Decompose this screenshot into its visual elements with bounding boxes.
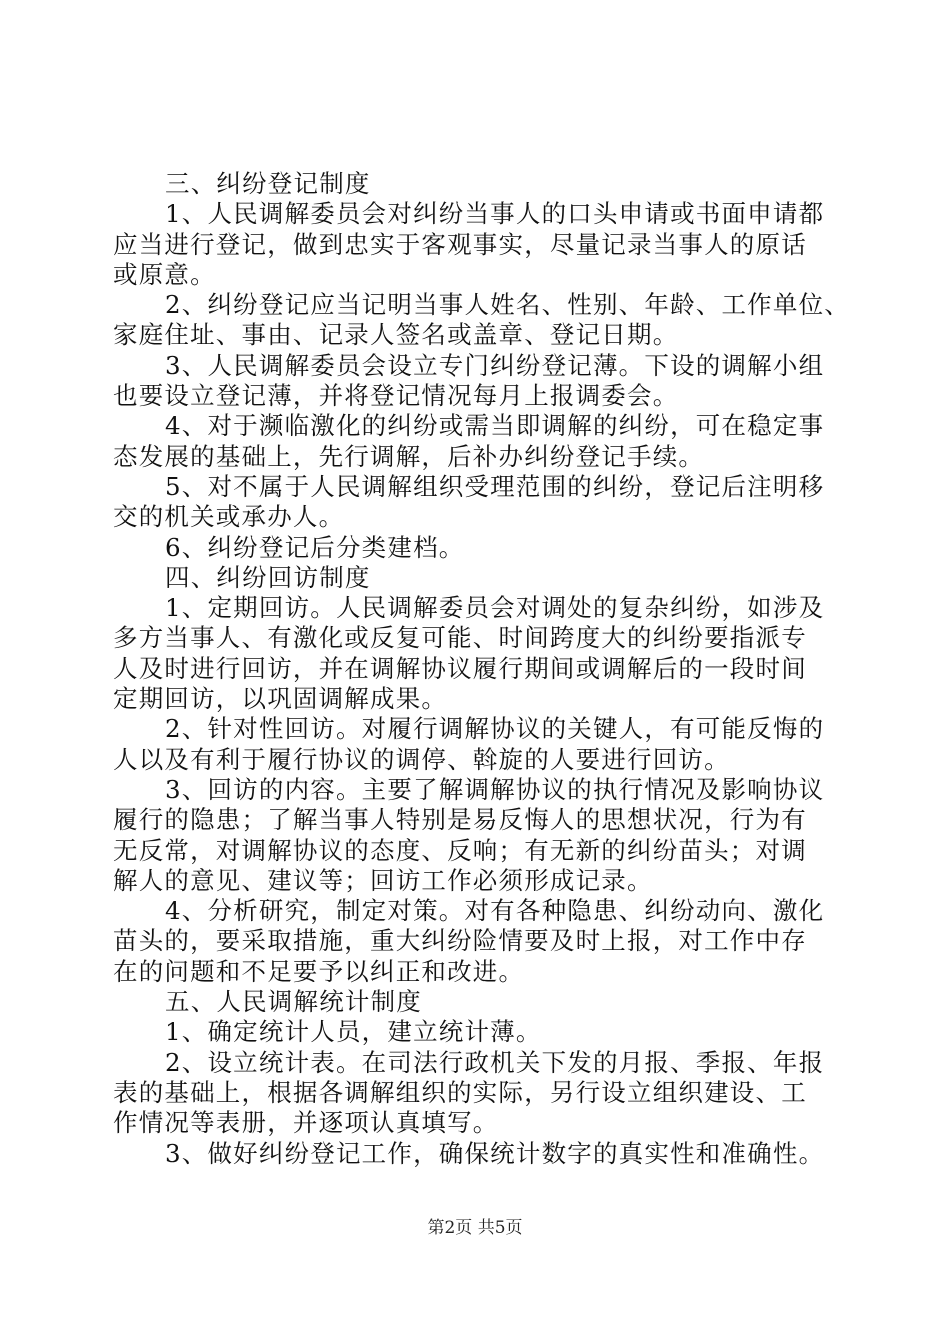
text-line: 五、人民调解统计制度 (165, 987, 422, 1017)
text-line: 在的问题和不足要予以纠正和改进。 (113, 956, 525, 986)
text-line: 三、纠纷登记制度 (165, 169, 371, 198)
text-line: 交的机关或承办人。 (113, 502, 345, 532)
text-line: 无反常，对调解协议的态度、反响；有无新的纠纷苗头；对调 (113, 835, 807, 865)
text-line: 2、纠纷登记应当记明当事人姓名、性别、年龄、工作单位、 (165, 290, 850, 320)
text-line: 态发展的基础上，先行调解，后补办纠纷登记手续。 (113, 441, 705, 471)
text-line: 家庭住址、事由、记录人签名或盖章、登记日期。 (113, 320, 679, 350)
text-line: 4、对于濒临激化的纠纷或需当即调解的纠纷，可在稳定事 (165, 411, 825, 441)
text-line: 3、人民调解委员会设立专门纠纷登记薄。下设的调解小组 (165, 350, 825, 380)
text-line: 作情况等表册，并逐项认真填写。 (113, 1108, 499, 1138)
text-line: 3、回访的内容。主要了解调解协议的执行情况及影响协议 (165, 774, 825, 804)
text-line: 解人的意见、建议等；回访工作必须形成记录。 (113, 865, 653, 895)
text-line: 2、设立统计表。在司法行政机关下发的月报、季报、年报 (165, 1047, 825, 1077)
text-line: 苗头的，要采取措施，重大纠纷险情要及时上报，对工作中存 (113, 926, 807, 956)
text-line: 4、分析研究，制定对策。对有各种隐患、纠纷动向、激化 (165, 896, 825, 926)
text-line: 表的基础上，根据各调解组织的实际，另行设立组织建设、工 (113, 1077, 807, 1107)
text-line: 履行的隐患；了解当事人特别是易反悔人的思想状况，行为有 (113, 805, 807, 835)
text-line: 5、对不属于人民调解组织受理范围的纠纷，登记后注明移 (165, 471, 825, 501)
text-line: 多方当事人、有激化或反复可能、时间跨度大的纠纷要指派专 (113, 623, 807, 653)
document-body (113, 169, 850, 1169)
text-line: 6、纠纷登记后分类建档。 (165, 532, 465, 562)
text-line: 四、纠纷回访制度 (165, 562, 371, 592)
text-line: 2、针对性回访。对履行调解协议的关键人，有可能反悔的 (165, 714, 825, 744)
text-line: 定期回访，以巩固调解成果。 (113, 684, 448, 714)
text-line: 人及时进行回访，并在调解协议履行期间或调解后的一段时间 (113, 653, 807, 683)
text-line: 应当进行登记，做到忠实于客观事实，尽量记录当事人的原话 (113, 229, 807, 259)
text-line: 也要设立登记薄，并将登记情况每月上报调委会。 (113, 381, 679, 411)
text-line: 3、做好纠纷登记工作，确保统计数字的真实性和准确性。 (165, 1138, 825, 1168)
text-line: 1、确定统计人员，建立统计薄。 (165, 1017, 542, 1047)
text-line: 人以及有利于履行协议的调停、斡旋的人要进行回访。 (113, 744, 730, 774)
text-line: 或原意。 (113, 259, 216, 289)
page-footer: 第2页 共5页 (427, 1218, 523, 1238)
text-line: 1、定期回访。人民调解委员会对调处的复杂纠纷，如涉及 (165, 593, 825, 623)
text-line: 1、人民调解委员会对纠纷当事人的口头申请或书面申请都 (165, 199, 825, 229)
